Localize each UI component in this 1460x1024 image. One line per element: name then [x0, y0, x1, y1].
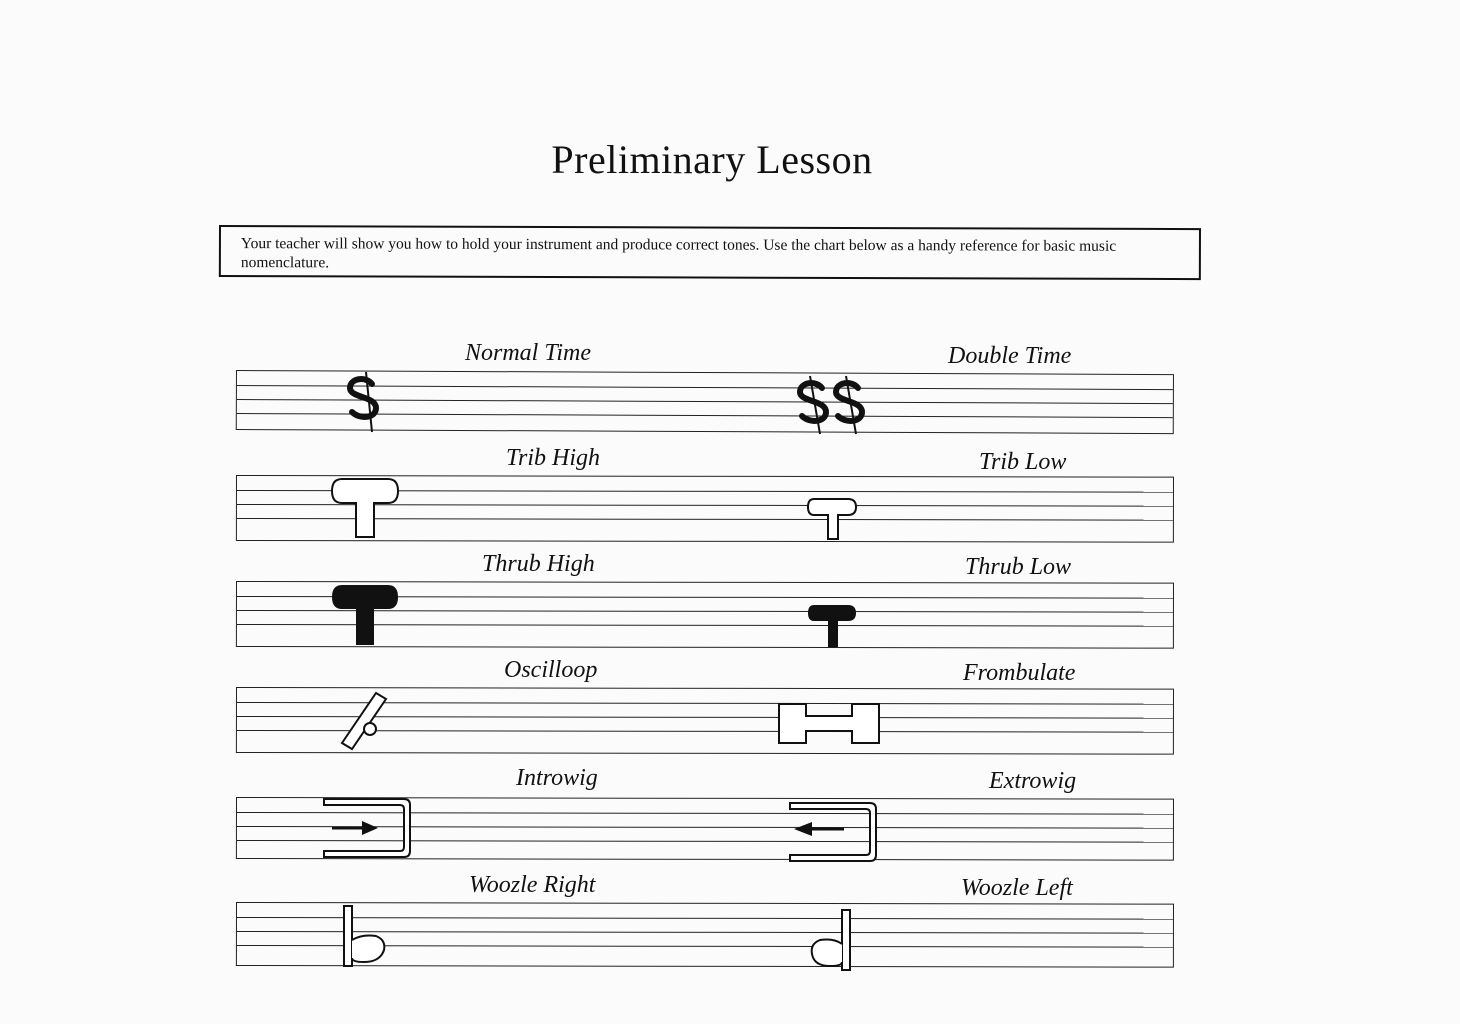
bracket-right-arrow-icon: [320, 793, 420, 863]
label-trib-high: Trib High: [506, 445, 601, 471]
label-oscilloop: Oscilloop: [504, 657, 598, 683]
stem-note-left-icon: [806, 908, 866, 978]
page-title: Preliminary Lesson: [551, 137, 873, 182]
label-normal-time: Normal Time: [465, 340, 592, 366]
bracket-left-arrow-icon: [786, 797, 886, 867]
filled-t-large-icon: [328, 581, 408, 651]
label-frombulate: Frombulate: [963, 660, 1076, 686]
intro-box: [219, 225, 1201, 280]
stem-note-right-icon: [340, 904, 400, 974]
staff-row-normal-double: [236, 340, 1174, 440]
outline-t-small-icon: [804, 495, 864, 545]
intro-text: Your teacher will show you how to hold your instrument and produce correct tones. Use the chart below as a handy reference for basic music nomenclature.: [240, 235, 1117, 272]
outline-t-large-icon: [328, 473, 408, 543]
staff-row-thrub: [236, 551, 1174, 651]
double-dollar-sign-icon: [784, 372, 884, 442]
staff-row-introwig-extrowig: [236, 765, 1174, 865]
staff-row-oscilloop-frombulate: [236, 657, 1174, 757]
staff-row-woozle: [236, 872, 1174, 972]
label-introwig: Introwig: [516, 765, 598, 791]
label-trib-low: Trib Low: [979, 449, 1067, 475]
dumbbell-icon: [776, 701, 886, 751]
slanted-bar-loop-icon: [336, 689, 396, 759]
staff-row-trib: [236, 445, 1174, 545]
label-woozle-right: Woozle Right: [469, 872, 596, 898]
single-dollar-sign-icon: [336, 370, 396, 440]
label-extrowig: Extrowig: [989, 768, 1077, 794]
label-woozle-left: Woozle Left: [961, 875, 1073, 901]
label-double-time: Double Time: [948, 343, 1072, 369]
label-thrub-low: Thrub Low: [965, 554, 1072, 580]
label-thrub-high: Thrub High: [482, 551, 595, 577]
filled-t-small-icon: [804, 603, 864, 653]
